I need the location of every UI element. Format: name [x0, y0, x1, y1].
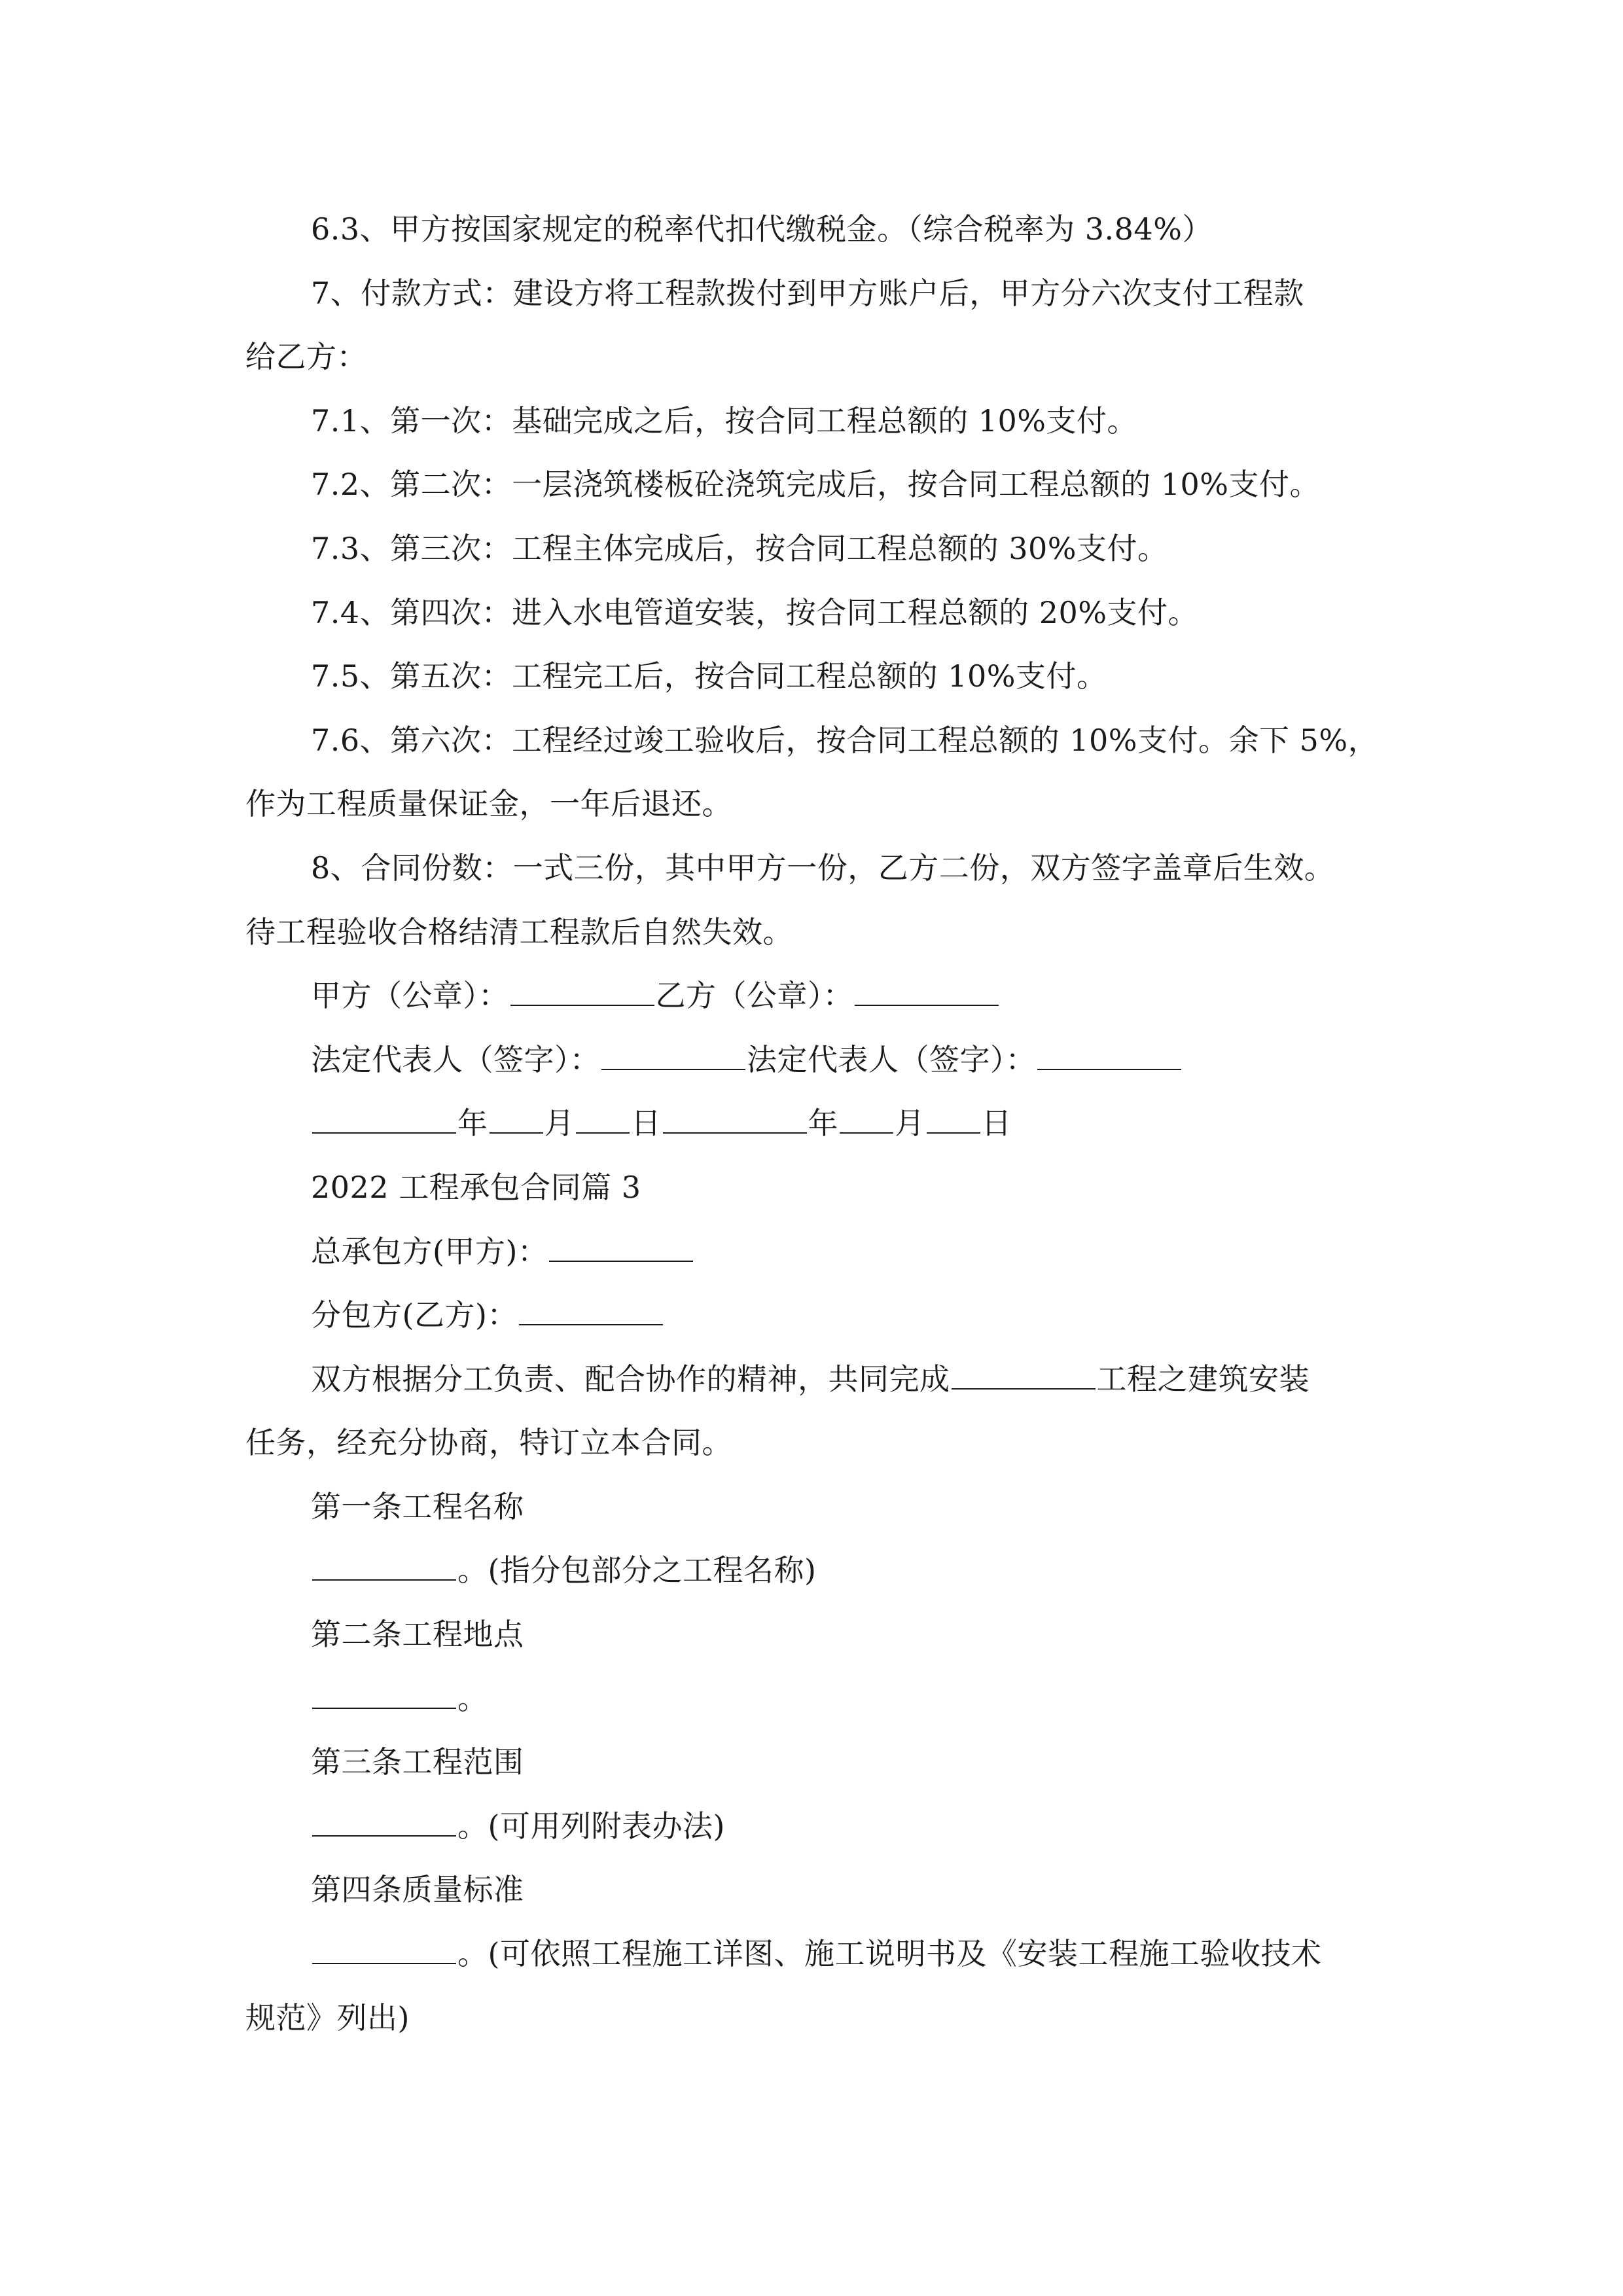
article-4-blank	[312, 1929, 456, 1964]
day-blank-a	[576, 1098, 630, 1134]
party-b-seal-blank	[855, 971, 999, 1006]
article-heading: 第三条工程范围	[311, 1744, 524, 1780]
clause-7	[245, 262, 1407, 326]
month-blank-b	[840, 1098, 893, 1134]
clause-text: 7.3、第三次：工程主体完成后，按合同工程总额的 30%支付。	[311, 530, 1168, 566]
seal-line	[245, 964, 1407, 1028]
article-text: 。(可依照工程施工详图、施工说明书及《安装工程施工验收技术	[457, 1936, 1322, 1972]
year-label: 年	[457, 1105, 488, 1141]
clause-7-1	[245, 389, 1407, 454]
clause-text: 6.3、甲方按国家规定的税率代扣代缴税金。（综合税率为 3.84%）	[311, 211, 1213, 247]
article-3-body	[245, 1795, 1407, 1859]
party-b-seal-label: 乙方（公章）：	[655, 978, 853, 1014]
clause-text: 7.6、第六次：工程经过竣工验收后，按合同工程总额的 10%支付。余下 5%，	[311, 722, 1379, 758]
party-a-seal-blank	[510, 971, 654, 1006]
month-label: 月	[895, 1105, 925, 1141]
article-heading: 第一条工程名称	[311, 1488, 524, 1524]
preamble-text: 工程之建筑安装	[1096, 1361, 1310, 1397]
article-2-body	[245, 1667, 1407, 1731]
document-body	[245, 198, 1407, 2050]
clause-text: 给乙方：	[245, 339, 367, 375]
subcontractor-line	[245, 1283, 1407, 1348]
day-blank-b	[927, 1098, 980, 1134]
clause-7-3	[245, 517, 1407, 581]
article-1-blank	[312, 1545, 456, 1581]
party-a-rep-label: 法定代表人（签字）：	[311, 1041, 600, 1077]
article-text: 。	[457, 1680, 488, 1716]
subcontractor-label: 分包方(乙方)：	[311, 1297, 518, 1333]
year-label: 年	[808, 1105, 838, 1141]
clause-7-6	[245, 709, 1407, 773]
clause-text: 7.1、第一次：基础完成之后，按合同工程总额的 10%支付。	[311, 403, 1138, 439]
date-line	[245, 1092, 1407, 1156]
clause-text: 7、付款方式：建设方将工程款拨付到甲方账户后，甲方分六次支付工程款	[311, 275, 1304, 311]
clause-text: 7.4、第四次：进入水电管道安装，按合同工程总额的 20%支付。	[311, 594, 1199, 630]
clause-text: 7.5、第五次：工程完工后，按合同工程总额的 10%支付。	[311, 658, 1107, 694]
preamble-text: 双方根据分工负责、配合协作的精神，共同完成	[311, 1361, 950, 1397]
clause-7-4	[245, 581, 1407, 645]
clause-8	[245, 836, 1407, 901]
party-a-seal-label: 甲方（公章）：	[311, 978, 509, 1014]
section-title-text: 2022 工程承包合同篇 3	[311, 1169, 641, 1205]
day-label: 日	[631, 1105, 662, 1141]
article-2-heading	[245, 1603, 1407, 1667]
preamble-text: 任务，经充分协商，特订立本合同。	[245, 1425, 732, 1461]
year-blank-a	[312, 1098, 456, 1134]
clause-text: 7.2、第二次：一层浇筑楼板砼浇筑完成后，按合同工程总额的 10%支付。	[311, 467, 1321, 503]
representative-line	[245, 1028, 1407, 1092]
contractor-blank	[549, 1227, 693, 1262]
clause-7-5	[245, 645, 1407, 709]
article-text: 。(可用列附表办法)	[457, 1808, 725, 1844]
clause-text: 待工程验收合格结清工程款后自然失效。	[245, 914, 793, 950]
clause-8-cont	[245, 901, 1407, 965]
article-4-body	[245, 1922, 1407, 1986]
article-2-blank	[312, 1674, 456, 1709]
project-blank	[952, 1354, 1096, 1390]
article-4-cont	[245, 1986, 1407, 2051]
party-b-rep-blank	[1037, 1035, 1181, 1070]
party-b-rep-label: 法定代表人（签字）：	[747, 1041, 1036, 1077]
article-text: 规范》列出)	[245, 2000, 410, 2036]
preamble	[245, 1348, 1407, 1412]
contractor-label: 总承包方(甲方)：	[311, 1233, 548, 1269]
article-3-blank	[312, 1801, 456, 1837]
article-1-body	[245, 1539, 1407, 1603]
article-4-heading	[245, 1858, 1407, 1922]
clause-7-6-cont	[245, 772, 1407, 836]
month-blank-a	[490, 1098, 543, 1134]
article-1-heading	[245, 1475, 1407, 1539]
year-blank-b	[663, 1098, 807, 1134]
day-label: 日	[981, 1105, 1012, 1141]
contractor-line	[245, 1220, 1407, 1284]
article-heading: 第四条质量标准	[311, 1872, 524, 1908]
clause-6-3	[245, 198, 1407, 262]
article-heading: 第二条工程地点	[311, 1617, 524, 1653]
clause-7-2	[245, 453, 1407, 517]
clause-text: 作为工程质量保证金，一年后退还。	[245, 786, 732, 822]
preamble-cont	[245, 1411, 1407, 1475]
clause-7-cont	[245, 325, 1407, 389]
subcontractor-blank	[519, 1290, 663, 1325]
party-a-rep-blank	[601, 1035, 745, 1070]
clause-text: 8、合同份数：一式三份，其中甲方一份，乙方二份，双方签字盖章后生效。	[311, 850, 1335, 886]
month-label: 月	[544, 1105, 575, 1141]
article-3-heading	[245, 1731, 1407, 1795]
section-title	[245, 1156, 1407, 1220]
article-text: 。(指分包部分之工程名称)	[457, 1552, 817, 1588]
